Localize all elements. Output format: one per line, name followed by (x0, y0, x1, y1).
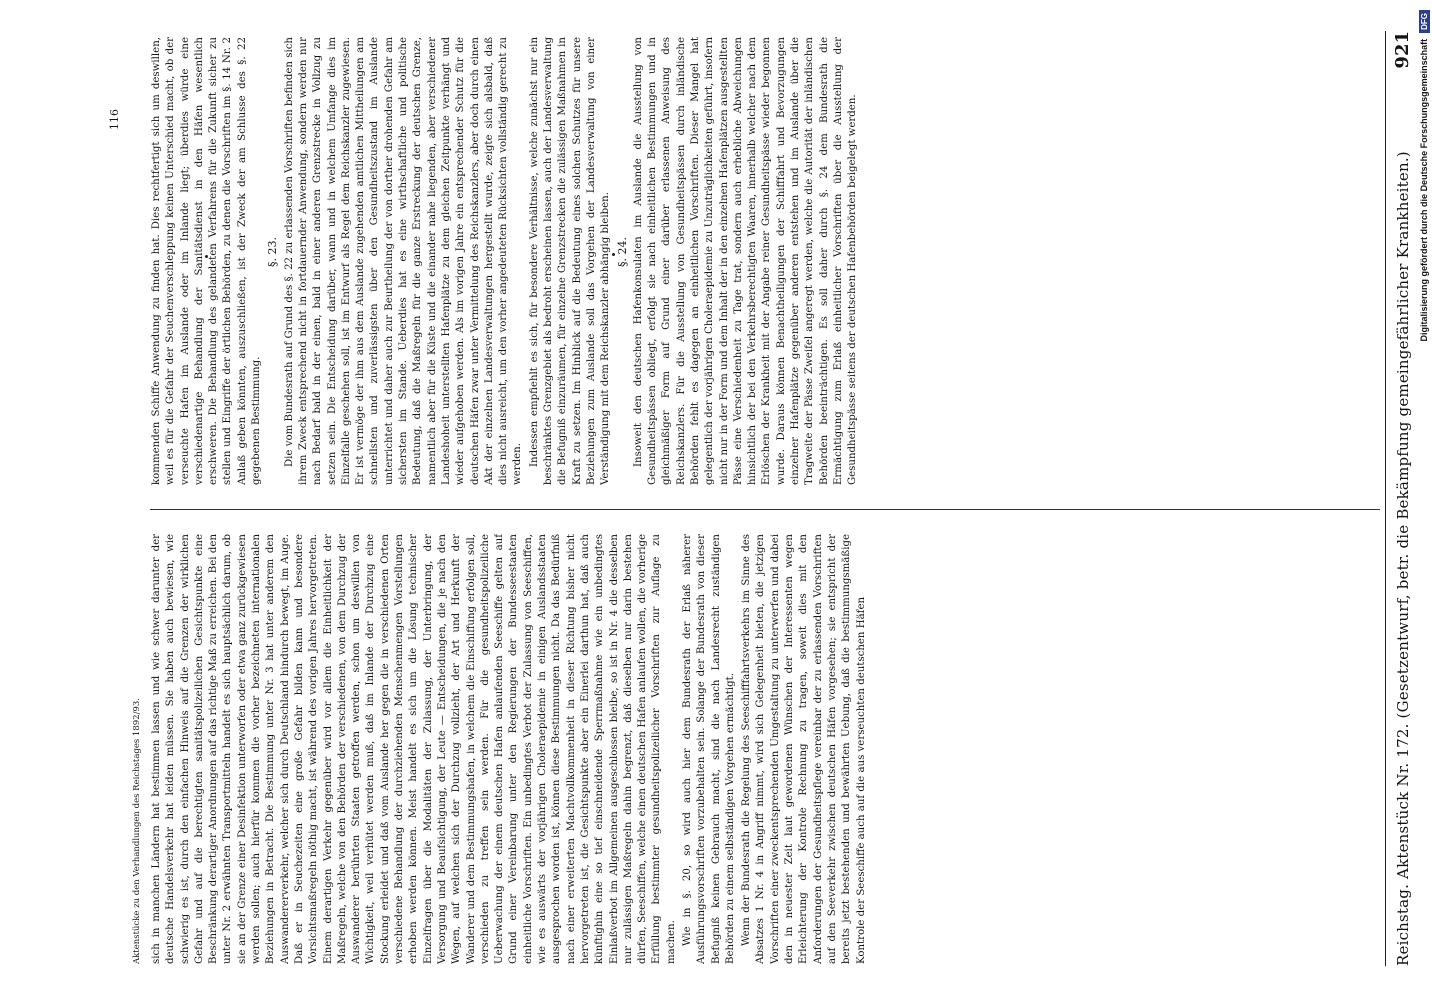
paragraph: kommenden Schiffe Anwendung zu finden hat. Dies rechtfertigt sich um deswillen, weil es für die Gefahr der Seuchenverschleppung keinen Unterschied macht, ob der verseuchte Hafen im Auslande oder im Inlande liegt; überdies würde eine verschiedenartige Behandlung der Sanitätsdienst in den Häfen wesentlich erschweren. Die Behandlung des gelandeten Verfahrens für die Zukunft sicher zu stellen und Eingriffe der örtlichen Behörden, zu denen die Vorschriften im §. 14 Nr. 2 Anlaß geben könnten, auszuschließen, ist der Zweck der am Schlusse des §. 22 gegebenen Bestimmung. (151, 37, 263, 485)
signature-mark: 116 (108, 109, 121, 130)
credit-line (1414, 10, 1432, 990)
left-column (150, 534, 1378, 964)
digitization-credit (1412, 10, 1432, 990)
paragraph: Die vom Bundesrath auf Grund des §. 22 zu erlassenden Vorschriften befinden sich ihrem Zweck entsprechend nicht in fortdauernder Anwendung, sondern werden nur nach Bedarf bald in der einen, bald in einer anderen Grenzstrecke in Vollzug zu setzen sein. Die Entscheidung darüber, wann und in welchem Umfange dies im Einzelfalle geschehen soll, ist im Entwurf als Regel dem Reichskanzler zugewiesen. Er ist vermöge der ihm aus dem Auslande zugehenden amtlichen Mittheilungen am schnellsten und zuverlässigsten über den Gesundheitszustand im Auslande unterrichtet und daher auch zur Beurtheilung der von dorther drohenden Gefahr am sichersten im Stande. Ueberdies hat es eine wirthschaftliche und politische Bedeutung, daß die Maßregeln für die ganze Erstreckung der deutschen Grenze, namentlich aber für die Küste und die einander nahe liegenden, aber verschiedener Landeshoheit unterstellten Hafenplätze zu dem gleichen Zeitpunkte verhängt und wieder aufgehoben werden. Als im vorigen Jahre ein entsprechender Schutz für die deutschen Häfen zwar unter Vermittelung des Reichskanzlers, aber doch durch einen Akt der einzelnen Landesverwaltungen hergestellt wurde, zeigte sich alsbald, daß dies nicht ausreicht, um den vorher angedeuteten Rücksichten vollständig gerecht zu werden. (283, 37, 524, 485)
paragraph: Indessen empfiehlt es sich, für besondere Verhältnisse, welche zunächst nur ein beschränktes Grenzgebiet als bedroht erscheinen lassen, auch der Landesverwaltung die Befugniß einzuräumen, für einzelne Grenzstrecken die zulässigen Maßnahmen in Kraft zu setzen. Im Hinblick auf die Bedeutung eines solchen Schutzes für unsere Beziehungen zum Auslande soll das Vorgehen der Landesverwaltung von einer Verständigung mit dem Reichskanzler abhängig bleiben. (528, 37, 612, 485)
scan-speck (205, 255, 208, 258)
footnote: Aktenstücke zu den Verhandlungen des Reichstages 1892/93. (132, 698, 142, 964)
header-rule (1385, 31, 1386, 966)
credit-text: Digitalisierung gefördert durch die Deutsche Forschungsgemeinschaft (1419, 38, 1429, 342)
paragraph: Insoweit den deutschen Hafenkonsulaten im Auslande die Ausstellung von Gesundheitspässen obliegt, erfolgt sie nach einheitlichen Bestimmungen und in gleichmäßiger Form auf Grund einer darüber erlassenen Anweisung des Reichskanzlers. Für die Ausstellung von Gesundheitspässen durch inländische Behörden fehlt es dagegen an einheitlichen Vorschriften. Dieser Mangel hat gelegentlich der vorjährigen Choleraepidemie zu Unzuträglichkeiten geführt, insofern nicht nur in der Form und dem Inhalt der in den einzelnen Hafenplätzen ausgestellten Pässe eine Verschiedenheit zu Tage trat, sondern auch erhebliche Abweichungen hinsichtlich der bei den Verkehrsberechtigten Waaren, innerhalb welcher nach dem Erlöschen der Krankheit mit der Angabe reiner Gesundheitspässe wieder begonnen wurde. Daraus können Benachtheiligungen der Schifffahrt und Bevorzugungen einzelner Hafenplätze gegenüber anderen entstehen und im Auslande über die Tragweite der Pässe Zweifel angeregt werden, welche die Autorität der inländischen Behörden beeinträchtigen. Es soll daher durch §. 24 dem Bundesrath die Ermächtigung zum Erlaß einheitlicher Vorschriften über die Ausstellung der Gesundheitspässe seitens der deutschen Hafenbehörden beigelegt werden. (632, 37, 859, 485)
paragraph: sich in manchen Ländern hat bestimmen lassen und wie schwer darunter der deutsche Handelsverkehr hat leiden müssen. Sie haben auch bewiesen, wie schwierig es ist, durch den einfachen Hinweis auf die Grenzen der wirklichen Gefahr und auf die berechtigten sanitätspolizeilichen Gesichtspunkte eine Beschränkung derartiger Anordnungen auf das richtige Maß zu erreichen. Bei den unter Nr. 2 erwähnten Transportmitteln handelt es sich hauptsächlich darum, ob sie an der Grenze einer Desinfektion unterworfen oder etwa ganz zurückgewiesen werden sollen; auch hierfür kommen die vorher bezeichneten internationalen Beziehungen in Betracht. Die Bestimmung unter Nr. 3 hat unter anderem den Auswandererverkehr, welcher sich durch Deutschland hindurch bewegt, im Auge. Daß er in Seuchezeiten eine große Gefahr bilden kann und besondere Vorsichtsmaßregeln nöthig macht, ist während des vorigen Jahres hervorgetreten. Einem derartigen Verkehr gegenüber wird vor allem die Einheitlichkeit der Maßregeln, welche von den Behörden der verschiedenen, von dem Durchzug der Auswanderer berührten Staaten getroffen werden, schon um deswillen von Wichtigkeit, weil verhütet werden muß, daß im Inlande der Durchzug eine Stockung erleidet und daß vom Auslande her gegen die in verschiedenen Orten verschiedene Behandlung der durchziehenden Menschenmengen Vorstellungen erhoben werden können. Meist handelt es sich um die Lösung technischer Einzelfragen über die Modalitäten der Zulassung, der Unterbringung, der Versorgung und Beaufsichtigung, der Leute — Entscheidungen, die je nach den Wegen, auf welchen sich der Durchzug vollzieht, der Art und Herkunft der Wanderer und dem Bestimmungshafen, in welchem die Einschiffung erfolgen soll, verschieden zu treffen sein werden. Für die gesundheitspolizeiliche Ueberwachung der einem deutschen Hafen anlaufenden Seeschiffe gelten auf Grund einer Vereinbarung unter den Regierungen der Bundesseestaaten einheitliche Vorschriften. Ein unbedingtes Verbot der Zulassung von Seeschiffen, wie es auswärts der vorjährigen Choleraepidemie in einigen Auslandsstaaten ausgesprochen worden ist, können diese Bestimmungen nicht. Da das Bedürfniß nach einer erweiterten Machtvollkommenheit in dieser Richtung bisher nicht hervorgetreten ist, die Gesichtspunkte aber ein Einerlei darthun hat, daß auch künftighin eine so tief einschneidende Sperrmaßnahme wie ein unbedingtes Einlaßverbot im Allgemeinen ausgeschlossen bleibe, so ist in Nr. 4 die desselben nur zulässigen Maßregeln dahin begrenzt, daß dieselben nur darin bestehen dürfen, Seeschiffen, welche einen deutschen Hafen anlaufen wollen, die vorherige Erfüllung bestimmter gesundheitspolizeilicher Vorschriften zur Auflage zu machen. (151, 534, 677, 964)
paragraph: Wie in §. 20, so wird auch hier dem Bundesrath der Erlaß näherer Ausführungsvorschriften vorzubehalten sein. Solange der Bundesrath von dieser Befugniß keinen Gebrauch macht, sind die nach Landesrecht zuständigen Behörden zu einem selbständigen Vorgehen ermächtigt. (681, 534, 736, 964)
section-heading: §. 24. (615, 237, 629, 267)
right-column (150, 37, 1378, 485)
page-number: 921 (1392, 31, 1413, 69)
dfg-logo: DFG (1419, 10, 1430, 33)
column-divider (150, 509, 1380, 510)
scan-speck (612, 253, 615, 256)
paragraph: Wenn der Bundesrath die Regelung des Seeschifffahrtsverkehrs im Sinne des Absatzes 1 Nr. 4 in Angriff nimmt, wird sich Gelegenheit bieten, die jetzigen Vorschriften einer zweckentsprechenden Umgestaltung zu unterwerfen und dabei den in neuester Zeit laut gewordenen Wünschen der Interessenten wegen Erleichterung der Kontrole Rechnung zu tragen, soweit dies mit den Anforderungen der Gesundheitspflege vereinbar der zu erlassenden Vorschriften auf den Seeverkehr zwischen deutschen Häfen vorgesehen; sie entspricht der bereits jetzt bestehenden und bewährten Uebung, daß die bestimmungsmäßige Kontrole der Seeschiffe auch auf die aus verseuchten deutschen Häfen (741, 534, 867, 964)
section-heading: §. 23. (266, 237, 280, 267)
running-title: Reichstag. Aktenstück Nr. 172. (Gesetzentwurf, betr. die Bekämpfung gemeingefährlicher Krankheiten.) (1394, 151, 1412, 966)
